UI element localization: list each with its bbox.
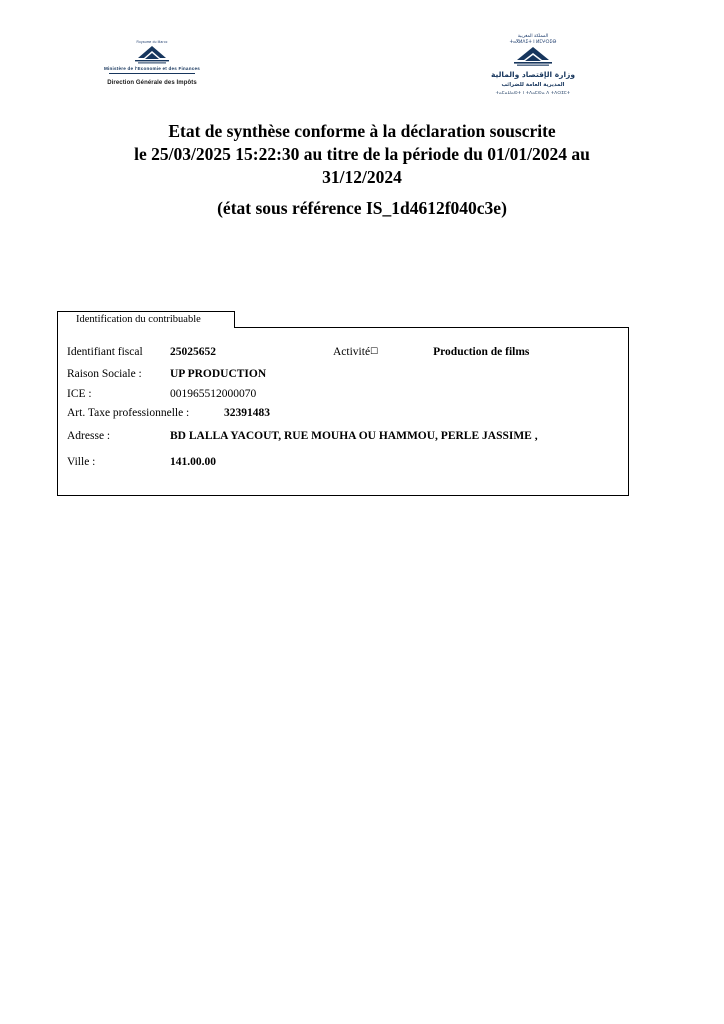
- raison-sociale-value: UP PRODUCTION: [170, 367, 267, 380]
- row-adresse: [58, 423, 628, 449]
- identification-legend: Identification du contribuable: [57, 311, 235, 328]
- agency-label-fr: Direction Générale des Impôts: [107, 80, 197, 86]
- kingdom-caption-fr: Royaume du Maroc: [136, 40, 168, 44]
- title-reference: (état sous référence IS_1d4612f040c3e): [217, 198, 507, 219]
- page-title: [60, 120, 664, 220]
- title-line-3: 31/12/2024: [322, 167, 402, 188]
- taxe-professionnelle-label: Art. Taxe professionnelle :: [67, 407, 190, 419]
- kingdom-label-ar: المملكة المغربية: [517, 34, 549, 39]
- identifiant-fiscal-label: Identifiant fiscal: [67, 346, 143, 358]
- ice-value: 001965512000070: [170, 388, 257, 400]
- directorate-label-ar: المديرية العامة للضرائب: [501, 82, 565, 89]
- ministry-label-ar: وزارة الإقتصاد والمالية: [490, 70, 576, 80]
- document-header: [0, 34, 724, 114]
- title-line-1: Etat de synthèse conforme à la déclaration souscrite: [168, 121, 556, 141]
- row-activite: [333, 342, 529, 364]
- logo-divider: [109, 73, 195, 74]
- ville-value: 141.00.00: [170, 456, 216, 468]
- row-taxe-professionnelle: [58, 404, 628, 423]
- row-identifiant-fiscal: [58, 342, 628, 364]
- crest-icon-ar: [507, 46, 559, 68]
- taxe-professionnelle-value: 32391483: [224, 407, 270, 419]
- ville-label: Ville :: [67, 456, 96, 468]
- ice-label: ICE :: [67, 388, 92, 400]
- crest-icon: [129, 45, 175, 65]
- activite-value: Production de films: [433, 346, 530, 358]
- ministry-label-fr: Ministère de l'Economie et des Finances: [104, 66, 200, 71]
- dgi-logo-left: [62, 40, 242, 86]
- identification-box: [57, 327, 629, 496]
- checkbox-icon: ☐: [370, 347, 379, 357]
- row-ice: [58, 385, 628, 404]
- raison-sociale-label: Raison Sociale :: [67, 367, 142, 380]
- dgi-logo-right: [438, 34, 628, 95]
- activite-label: Activité: [333, 346, 371, 358]
- identifiant-fiscal-value: 25025652: [170, 346, 216, 358]
- tifinagh-label: ⵜⴰⵎⴰⵡⴰⵙⵜ ⵏ ⵜⴷⴰⵎⵙⴰ ⴷ ⵜⴷⵔⵉⵎⵜ: [495, 90, 571, 96]
- adresse-value: BD LALLA YACOUT, RUE MOUHA OU HAMMOU, PERLE JASSIME ,: [170, 430, 538, 442]
- row-ville: [58, 449, 628, 475]
- adresse-label: Adresse :: [67, 430, 111, 442]
- crest-letters-tifinagh: ⵜⴰⴳⵍⴷⵉⵜ ⵏ ⵍⵎⵖⵔⵉⴱ: [509, 40, 557, 46]
- title-line-2: le 25/03/2025 15:22:30 au titre de la période du 01/01/2024 au: [134, 144, 590, 165]
- row-raison-sociale: [58, 364, 628, 386]
